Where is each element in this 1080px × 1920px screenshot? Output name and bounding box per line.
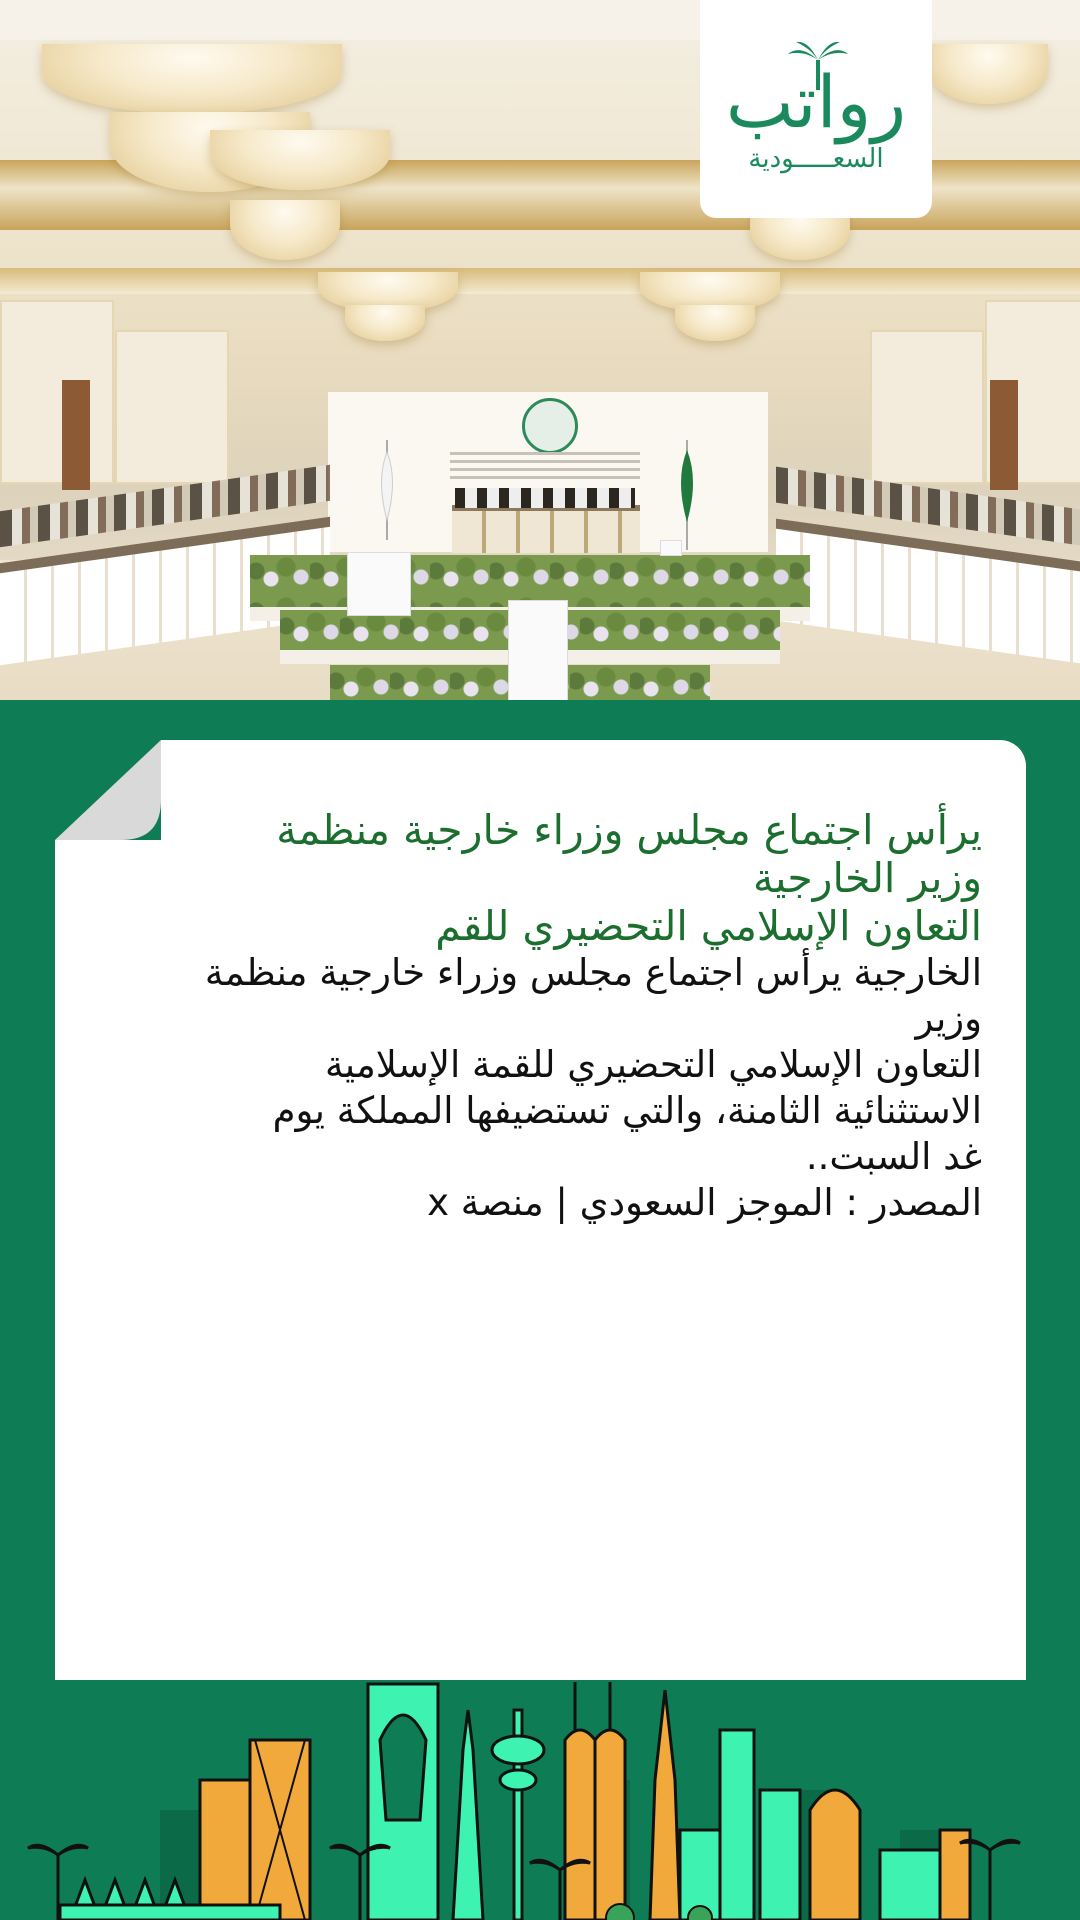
wood-column bbox=[62, 380, 90, 490]
ceiling-trim bbox=[0, 268, 1080, 294]
logo-subtitle: السعـــــودية bbox=[748, 144, 884, 174]
article-source: المصدر : الموجز السعودي | منصة x bbox=[427, 1181, 982, 1224]
chandelier bbox=[928, 44, 1048, 104]
chandelier bbox=[345, 305, 425, 341]
wall-panel bbox=[0, 300, 114, 484]
article-title-line: وزير الخارجية bbox=[752, 854, 982, 902]
article-body-line: الاستثنائية الثامنة، والتي تستضيفها المملكة يوم bbox=[272, 1089, 982, 1132]
chandelier bbox=[42, 44, 342, 114]
chandelier bbox=[675, 305, 755, 341]
news-card bbox=[55, 740, 1026, 1747]
article-body-line: الخارجية يرأس اجتماع مجلس وزراء خارجية منظمة bbox=[204, 951, 982, 994]
palm-tree-icon bbox=[786, 40, 850, 90]
wall-panel bbox=[870, 330, 984, 484]
banner-text bbox=[450, 452, 640, 482]
wall-panel bbox=[115, 330, 229, 484]
article-title-line: يرأس اجتماع مجلس وزراء خارجية منظمة bbox=[276, 806, 982, 854]
flag-oic bbox=[372, 440, 402, 540]
head-table-people bbox=[455, 488, 635, 508]
article-body-line: وزير bbox=[915, 997, 982, 1040]
pedestal bbox=[508, 600, 568, 700]
article-text bbox=[162, 800, 982, 1226]
city-skyline-illustration bbox=[0, 1680, 1080, 1920]
header-photo bbox=[0, 0, 1080, 700]
wood-column bbox=[990, 380, 1018, 490]
head-table bbox=[452, 505, 640, 553]
emblem bbox=[522, 398, 578, 454]
chandelier bbox=[230, 200, 340, 260]
logo-card bbox=[700, 0, 932, 218]
page-fold-corner bbox=[55, 740, 161, 840]
logo-name: رواتب bbox=[725, 60, 907, 144]
flag-saudi bbox=[672, 440, 702, 550]
article-title-line: التعاون الإسلامي التحضيري للقم bbox=[435, 902, 982, 950]
article-body-line: التعاون الإسلامي التحضيري للقمة الإسلامية bbox=[324, 1043, 982, 1086]
article-body-line: غد السبت.. bbox=[805, 1135, 982, 1178]
pedestal bbox=[347, 552, 411, 616]
